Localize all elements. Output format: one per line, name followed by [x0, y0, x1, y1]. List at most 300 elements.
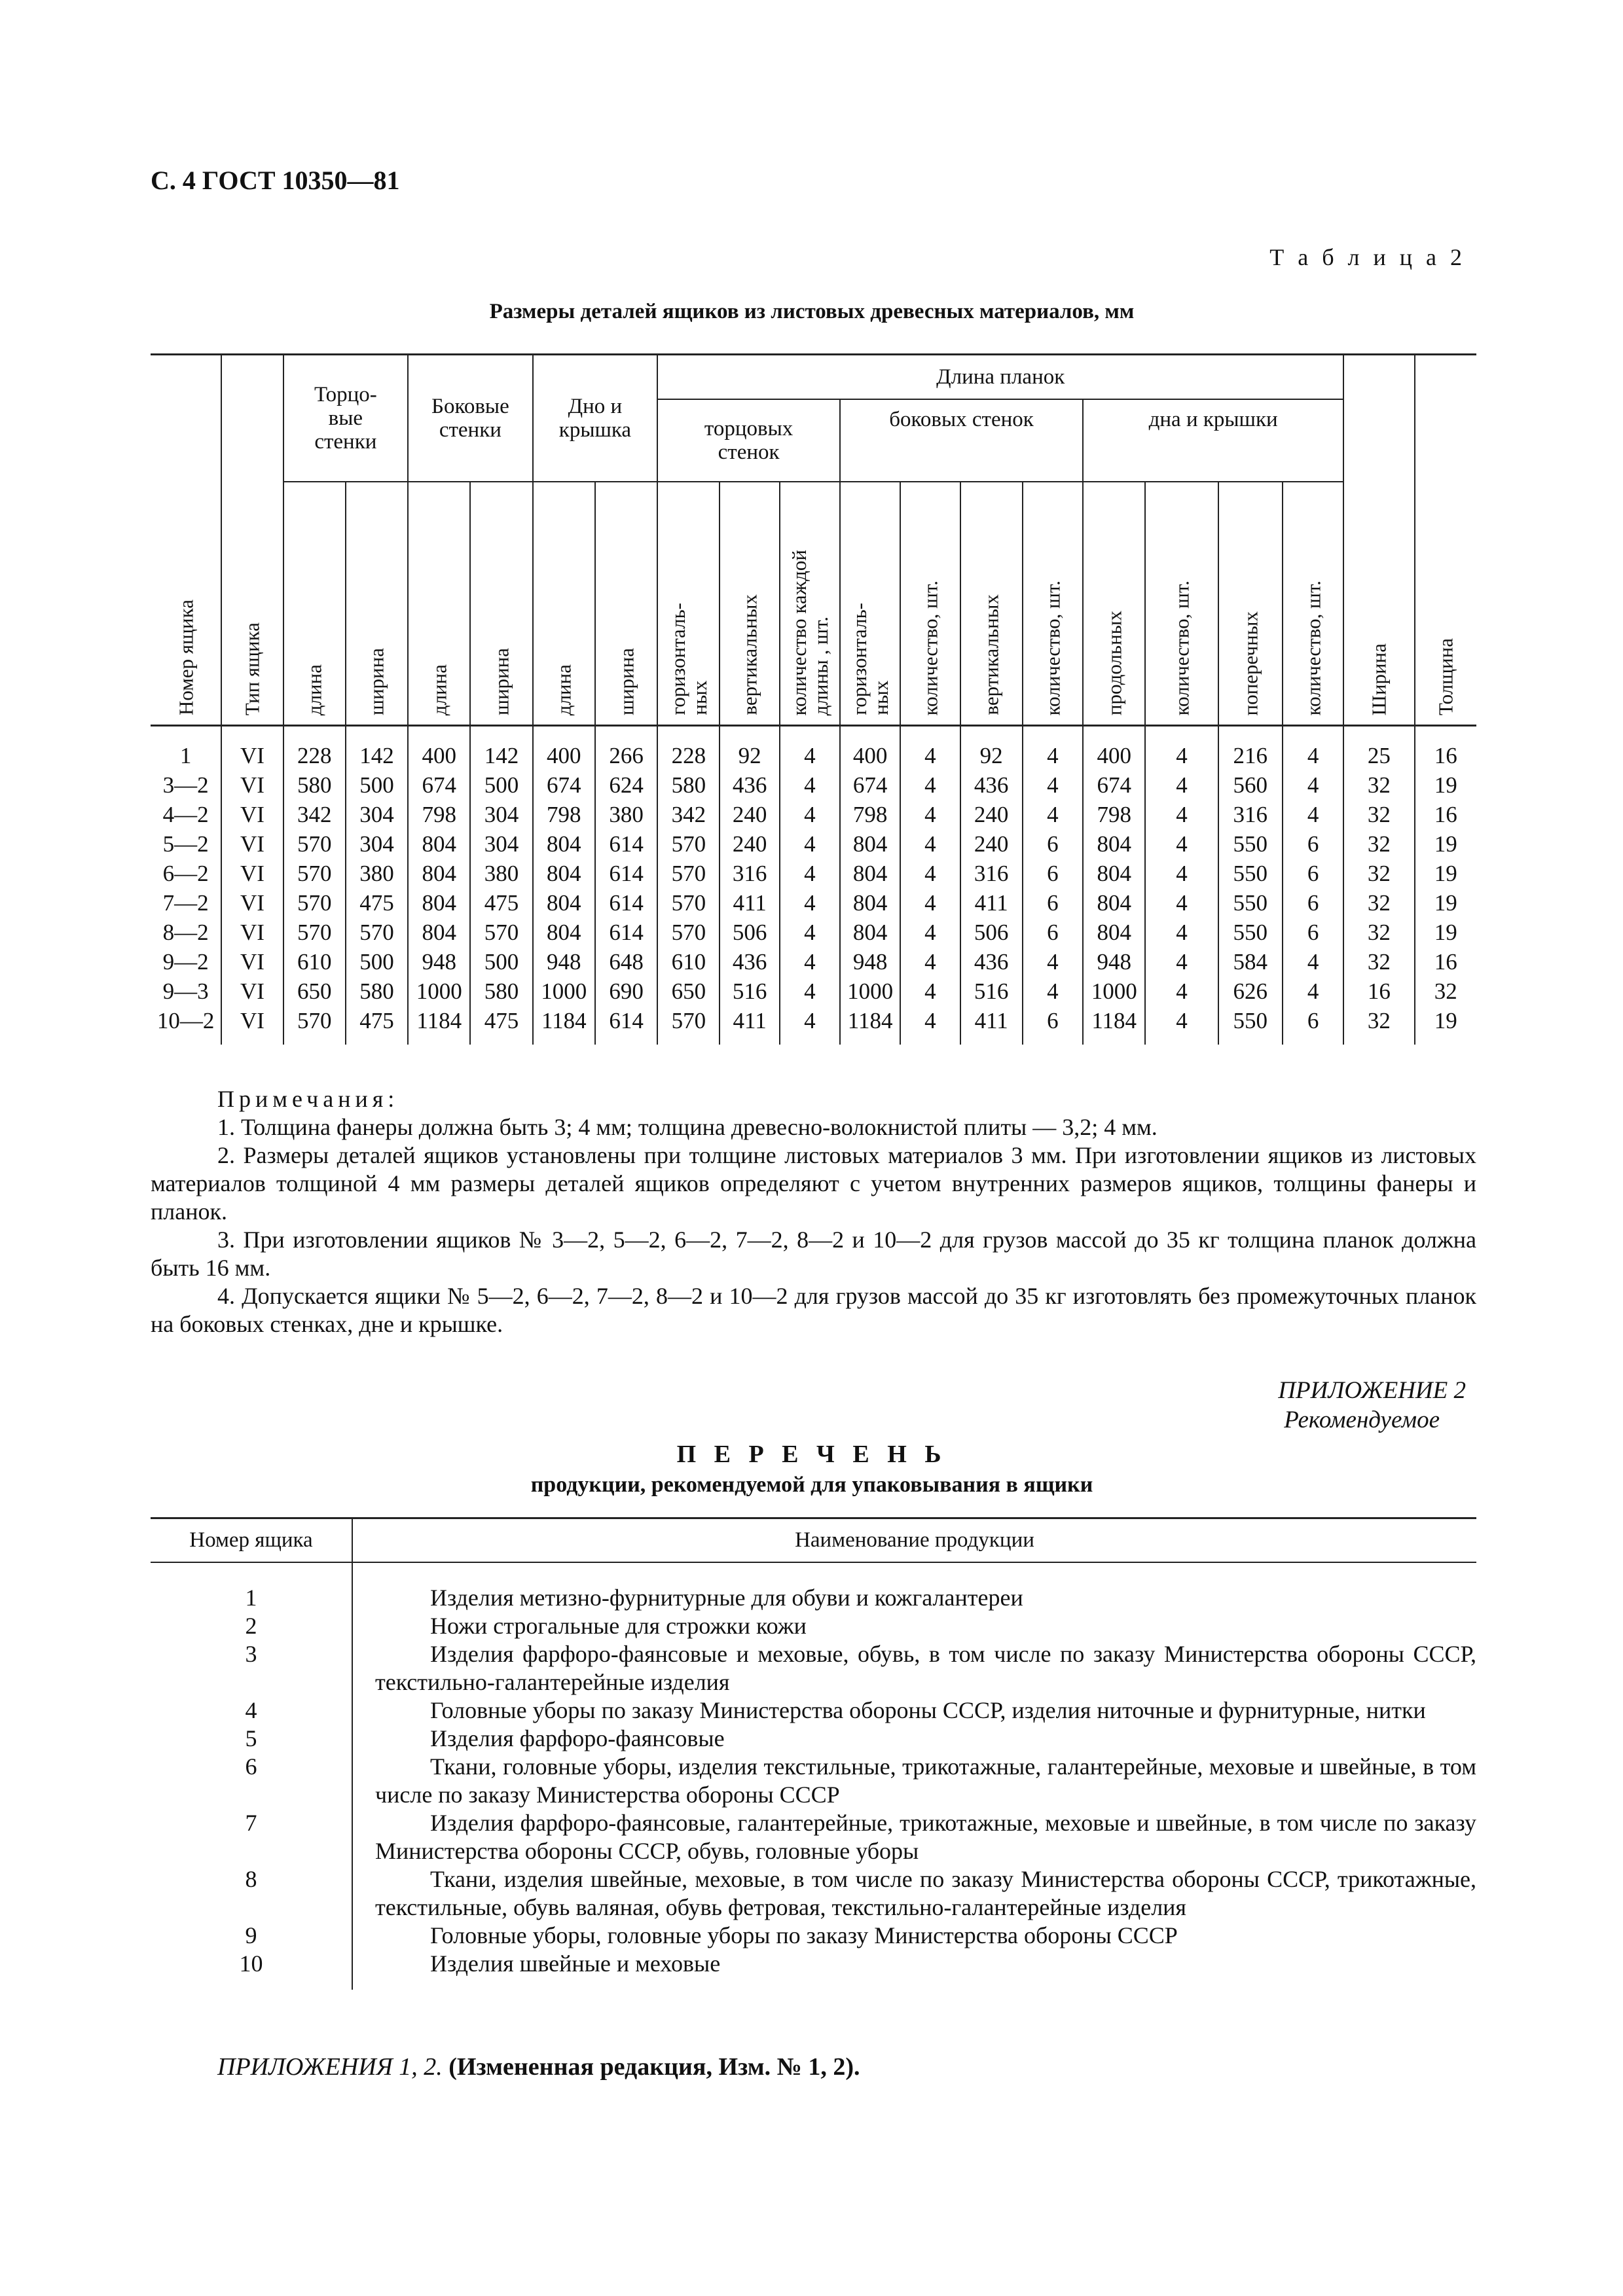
table-cell: 4 — [780, 770, 840, 800]
table-row — [151, 888, 1476, 918]
table-cell: 614 — [595, 829, 657, 859]
table-cell: 240 — [720, 829, 779, 859]
table-cell: 804 — [533, 829, 595, 859]
table-cell: 304 — [470, 800, 532, 829]
table-row — [151, 770, 1476, 800]
table-cell: 342 — [657, 800, 720, 829]
table-row — [151, 977, 1476, 1006]
header-end-wall-slats: торцовых стенок — [657, 399, 840, 482]
table-label: Т а б л и ц а 2 — [1269, 244, 1466, 270]
table-cell: 948 — [408, 947, 470, 977]
table-cell: 500 — [346, 770, 408, 800]
table-cell: 4 — [900, 947, 960, 977]
table-cell: 7—2 — [162, 890, 209, 916]
table-cell: 798 — [840, 800, 900, 829]
table-cell: 516 — [720, 977, 779, 1006]
table-cell: 614 — [595, 918, 657, 947]
table-cell: 610 — [657, 947, 720, 977]
header-box-number: Номер ящика — [151, 1518, 352, 1563]
table-cell: 570 — [283, 1006, 346, 1045]
header-length: длина — [533, 482, 595, 726]
table-cell: 4 — [780, 859, 840, 888]
header-horizontal: горизонталь- ных — [840, 482, 900, 726]
appendix-status: Рекомендуемое — [1284, 1407, 1440, 1433]
table-cell: 948 — [1083, 947, 1145, 977]
product-name-cell — [352, 1562, 1476, 1612]
table-cell: VI — [221, 947, 283, 977]
table-cell: 4 — [1023, 977, 1083, 1006]
table-cell: 614 — [595, 888, 657, 918]
table-cell: 570 — [657, 1006, 720, 1045]
product-name-cell — [352, 1950, 1476, 1990]
table-cell: 1000 — [840, 977, 900, 1006]
table-cell: 1000 — [408, 977, 470, 1006]
table-cell: 4 — [1145, 726, 1218, 771]
table-cell: VI — [221, 1006, 283, 1045]
table-cell: VI — [221, 726, 283, 771]
table-cell: 6 — [1283, 1006, 1343, 1045]
header-length: длина — [408, 482, 470, 726]
appendix-label-block — [1278, 1376, 1466, 1435]
table-cell: 550 — [1218, 1006, 1283, 1045]
table-cell: 304 — [470, 829, 532, 859]
table-cell: 4 — [1145, 829, 1218, 859]
header-thickness: Толщина — [1415, 355, 1476, 726]
table-cell: 560 — [1218, 770, 1283, 800]
table-body — [151, 726, 1476, 1045]
table-cell: 4 — [1283, 770, 1343, 800]
product-name: Ткани, изделия швейные, меховые, в том числе по заказу Министерства обороны СССР, трикотажные, текстильные, обувь валяная, обувь фетровая, текстильно-галантерейные изделия — [375, 1866, 1476, 1920]
product-name: Ткани, головные уборы, изделия текстильные, трикотажные, галантерейные, меховые и швейные, в том числе по заказу Министерства обороны СССР — [375, 1753, 1476, 1808]
product-name-cell — [352, 1922, 1476, 1950]
table-cell: 804 — [840, 918, 900, 947]
table-cell: 570 — [346, 918, 408, 947]
table-row — [151, 859, 1476, 888]
table-cell: 16 — [1415, 800, 1476, 829]
table-cell: 19 — [1415, 770, 1476, 800]
table-cell: 4 — [900, 918, 960, 947]
box-number: 3 — [245, 1641, 257, 1667]
table-cell: 4 — [780, 829, 840, 859]
table-cell: 1184 — [533, 1006, 595, 1045]
table-cell: 804 — [1083, 888, 1145, 918]
table-cell: 4 — [780, 800, 840, 829]
product-name: Изделия швейные и меховые — [430, 1950, 721, 1977]
table-cell: 228 — [283, 726, 346, 771]
header-longitudinal: продольных — [1083, 482, 1145, 726]
box-number: 5 — [245, 1725, 257, 1751]
table-cell: 475 — [346, 1006, 408, 1045]
table-cell: 570 — [657, 888, 720, 918]
header-side-walls: Боковые стенки — [408, 355, 533, 482]
appendix-title-block — [151, 1440, 1473, 1498]
list-item — [151, 1725, 1476, 1753]
note-item: 3. При изготовлении ящиков № 3—2, 5—2, 6—2, 7—2, 8—2 и 10—2 для грузов массой до 35 кг толщина планок должна быть 16 мм. — [151, 1227, 1476, 1281]
list-item — [151, 1696, 1476, 1725]
table-cell: 228 — [657, 726, 720, 771]
list-item — [151, 1612, 1476, 1640]
appendix-label: ПРИЛОЖЕНИЕ 2 — [1278, 1377, 1466, 1404]
table-cell: 16 — [1343, 977, 1414, 1006]
footer-bold: (Измененная редакция, Изм. № 1, 2). — [448, 2053, 860, 2081]
table-cell: 584 — [1218, 947, 1283, 977]
list-item — [151, 1950, 1476, 1990]
table-cell: 411 — [960, 1006, 1023, 1045]
table-cell: 570 — [657, 918, 720, 947]
product-name: Головные уборы, головные уборы по заказу Министерства обороны СССР — [430, 1922, 1178, 1948]
header-count-each: количество каждой длины , шт. — [780, 482, 840, 726]
box-number: 10 — [239, 1950, 263, 1977]
table-cell: 4 — [1145, 770, 1218, 800]
table-cell: 411 — [720, 1006, 779, 1045]
table-cell: 32 — [1343, 1006, 1414, 1045]
table-cell: 506 — [960, 918, 1023, 947]
table-cell: 1000 — [533, 977, 595, 1006]
table-cell: 804 — [533, 918, 595, 947]
table-cell: 6 — [1023, 859, 1083, 888]
header-product-name: Наименование продукции — [352, 1518, 1476, 1563]
table-cell: 798 — [408, 800, 470, 829]
table-cell: 9—3 — [162, 978, 209, 1004]
table-cell: 4 — [1145, 800, 1218, 829]
table-cell: 32 — [1343, 918, 1414, 947]
table-cell: 550 — [1218, 918, 1283, 947]
list-item — [151, 1640, 1476, 1696]
table-cell: 4—2 — [162, 802, 209, 827]
table-row — [151, 726, 1476, 771]
table-cell: 304 — [346, 800, 408, 829]
table-cell: 580 — [283, 770, 346, 800]
table-cell: 4 — [780, 1006, 840, 1045]
table-cell: 650 — [283, 977, 346, 1006]
table-cell: 570 — [283, 918, 346, 947]
table-cell: 6 — [1023, 918, 1083, 947]
table-cell: 316 — [960, 859, 1023, 888]
product-list-body — [151, 1562, 1476, 1990]
table-cell: 475 — [470, 888, 532, 918]
table-cell: 804 — [1083, 859, 1145, 888]
table-cell: 4 — [780, 726, 840, 771]
table-cell: 16 — [1415, 947, 1476, 977]
table-cell: 6 — [1023, 829, 1083, 859]
table-cell: 4 — [900, 888, 960, 918]
table-cell: VI — [221, 888, 283, 918]
table-cell: 19 — [1415, 829, 1476, 859]
box-dimensions-table — [151, 353, 1476, 1045]
table-cell: 674 — [840, 770, 900, 800]
table-cell: 4 — [1145, 888, 1218, 918]
table-cell: 4 — [1023, 800, 1083, 829]
table-cell: 436 — [720, 770, 779, 800]
table-cell: 400 — [533, 726, 595, 771]
product-name-cell — [352, 1753, 1476, 1809]
table-cell: 690 — [595, 977, 657, 1006]
table-cell: 400 — [408, 726, 470, 771]
list-item — [151, 1753, 1476, 1809]
table-cell: 570 — [283, 859, 346, 888]
table-row — [151, 829, 1476, 859]
table-cell: 400 — [840, 726, 900, 771]
table-cell: 6 — [1283, 918, 1343, 947]
header-horizontal: горизонталь- ных — [657, 482, 720, 726]
table-cell: 4 — [900, 770, 960, 800]
table-cell: 500 — [470, 770, 532, 800]
table-cell: 674 — [408, 770, 470, 800]
table-cell: 316 — [720, 859, 779, 888]
table-cell: 19 — [1415, 859, 1476, 888]
table-cell: VI — [221, 829, 283, 859]
table-cell: 16 — [1415, 726, 1476, 771]
notes-title: Примечания: — [217, 1086, 399, 1112]
table-cell: 19 — [1415, 1006, 1476, 1045]
header-width-sub: ширина — [346, 482, 408, 726]
table-cell: 550 — [1218, 829, 1283, 859]
table-cell: 674 — [1083, 770, 1145, 800]
note-item: 4. Допускается ящики № 5—2, 6—2, 7—2, 8—2 и 10—2 для грузов массой до 35 кг изготовлять без промежуточных планок на боковых стенках, дне и крышке. — [151, 1283, 1476, 1337]
table-cell: 570 — [657, 829, 720, 859]
table-cell: 32 — [1343, 947, 1414, 977]
table-cell: 6 — [1283, 829, 1343, 859]
table-cell: 240 — [720, 800, 779, 829]
table-cell: 32 — [1343, 800, 1414, 829]
table-cell: 8—2 — [162, 920, 209, 945]
note-item: 2. Размеры деталей ящиков установлены при толщине листовых материалов 3 мм. При изготовлении ящиков из листовых материалов толщиной 4 мм размеры деталей ящиков определяют с учетом внутренних размеров ящиков, толщины фанеры и планок. — [151, 1142, 1476, 1225]
table-cell: 142 — [346, 726, 408, 771]
product-name: Головные уборы по заказу Министерства обороны СССР, изделия ниточные и фурнитурные, нитки — [430, 1697, 1426, 1723]
table-cell: 25 — [1343, 726, 1414, 771]
table-cell: 380 — [346, 859, 408, 888]
table-cell: 436 — [960, 947, 1023, 977]
product-name: Ножи строгальные для строжки кожи — [430, 1613, 807, 1639]
table-cell: 626 — [1218, 977, 1283, 1006]
product-name-cell — [352, 1865, 1476, 1922]
table-cell: VI — [221, 770, 283, 800]
table-cell: 610 — [283, 947, 346, 977]
table-cell: 32 — [1343, 829, 1414, 859]
table-cell: 436 — [960, 770, 1023, 800]
box-number: 6 — [245, 1753, 257, 1780]
table-cell: 624 — [595, 770, 657, 800]
header-count: количество, шт. — [1023, 482, 1083, 726]
header-transverse: поперечных — [1218, 482, 1283, 726]
notes — [151, 1085, 1476, 1338]
product-name-cell — [352, 1640, 1476, 1696]
table-cell: 648 — [595, 947, 657, 977]
table-cell: 506 — [720, 918, 779, 947]
table-cell: 570 — [470, 918, 532, 947]
product-name-cell — [352, 1612, 1476, 1640]
table-cell: 4 — [780, 888, 840, 918]
product-list-table — [151, 1517, 1476, 1990]
box-number: 2 — [245, 1613, 257, 1639]
page-header: С. 4 ГОСТ 10350—81 — [151, 166, 400, 195]
product-name: Изделия фарфоро-фаянсовые и меховые, обувь, в том числе по заказу Министерства обороны СССР, текстильно-галантерейные изделия — [375, 1641, 1476, 1695]
table-cell: 4 — [900, 977, 960, 1006]
table-cell: 798 — [1083, 800, 1145, 829]
table-cell: 4 — [900, 1006, 960, 1045]
table-cell: 4 — [900, 800, 960, 829]
table-cell: 4 — [780, 947, 840, 977]
box-number: 7 — [245, 1810, 257, 1836]
table-cell: 1 — [179, 743, 192, 768]
table-cell: 4 — [900, 726, 960, 771]
list-item — [151, 1809, 1476, 1865]
table-cell: 948 — [533, 947, 595, 977]
table-cell: 304 — [346, 829, 408, 859]
table-cell: 436 — [720, 947, 779, 977]
table-cell: 4 — [1283, 947, 1343, 977]
table-cell: 500 — [470, 947, 532, 977]
box-number: 8 — [245, 1866, 257, 1892]
header-bottom-lid-slats: дна и крышки — [1083, 399, 1343, 482]
table-cell: 804 — [408, 859, 470, 888]
table-cell: 804 — [408, 918, 470, 947]
table-cell: 1184 — [1083, 1006, 1145, 1045]
table-cell: 570 — [657, 859, 720, 888]
table-cell: 5—2 — [162, 831, 209, 857]
list-item — [151, 1562, 1476, 1612]
header-slat-length: Длина планок — [657, 355, 1343, 400]
table-cell: 4 — [1145, 947, 1218, 977]
table-cell: 142 — [470, 726, 532, 771]
table-cell: 4 — [1145, 977, 1218, 1006]
box-number: 9 — [245, 1922, 257, 1948]
header-bottom-lid: Дно и крышка — [533, 355, 658, 482]
table-cell: 6 — [1023, 888, 1083, 918]
table-cell: 32 — [1343, 859, 1414, 888]
header-length: длина — [283, 482, 346, 726]
table-cell: 580 — [346, 977, 408, 1006]
header-side-wall-slats: боковых стенок — [840, 399, 1083, 482]
table-cell: 4 — [1145, 1006, 1218, 1045]
table-cell: 266 — [595, 726, 657, 771]
table-cell: 804 — [1083, 918, 1145, 947]
box-number: 1 — [245, 1585, 257, 1611]
table-cell: 798 — [533, 800, 595, 829]
table-cell: 4 — [900, 859, 960, 888]
note-item: 1. Толщина фанеры должна быть 3; 4 мм; толщина древесно-волокнистой плиты — 3,2; 4 мм. — [217, 1114, 1158, 1140]
header-count: количество, шт. — [1283, 482, 1343, 726]
table-cell: 32 — [1415, 977, 1476, 1006]
table-cell: 4 — [780, 918, 840, 947]
table-row — [151, 1006, 1476, 1045]
appendix-title: П Е Р Е Ч Е Н Ь — [676, 1441, 947, 1468]
header-width: Ширина — [1343, 355, 1414, 726]
table-cell: 804 — [840, 859, 900, 888]
product-name-cell — [352, 1809, 1476, 1865]
table-cell: 550 — [1218, 859, 1283, 888]
table-cell: 500 — [346, 947, 408, 977]
header-vertical: вертикальных — [960, 482, 1023, 726]
table-cell: 804 — [408, 829, 470, 859]
table-cell: 580 — [470, 977, 532, 1006]
table-cell: 948 — [840, 947, 900, 977]
table-cell: 342 — [283, 800, 346, 829]
table-cell: 516 — [960, 977, 1023, 1006]
table-row — [151, 947, 1476, 977]
header-count: количество, шт. — [900, 482, 960, 726]
table-cell: 19 — [1415, 918, 1476, 947]
list-item — [151, 1922, 1476, 1950]
table-cell: 92 — [960, 726, 1023, 771]
table-cell: 9—2 — [162, 949, 209, 975]
table-cell: 411 — [720, 888, 779, 918]
table-cell: 804 — [1083, 829, 1145, 859]
table-cell: 316 — [1218, 800, 1283, 829]
table-cell: 475 — [346, 888, 408, 918]
table-cell: 216 — [1218, 726, 1283, 771]
table-cell: 1184 — [408, 1006, 470, 1045]
table-cell: 580 — [657, 770, 720, 800]
table-cell: 475 — [470, 1006, 532, 1045]
header-width-sub: ширина — [470, 482, 532, 726]
table-cell: 4 — [1283, 977, 1343, 1006]
product-name-cell — [352, 1696, 1476, 1725]
table-cell: 19 — [1415, 888, 1476, 918]
table-cell: 411 — [960, 888, 1023, 918]
table-cell: 4 — [1283, 800, 1343, 829]
table-row — [151, 800, 1476, 829]
table-cell: 650 — [657, 977, 720, 1006]
table-cell: 614 — [595, 1006, 657, 1045]
table-cell: 240 — [960, 800, 1023, 829]
table-cell: 4 — [1023, 947, 1083, 977]
table-title: Размеры деталей ящиков из листовых древесных материалов, мм — [489, 300, 1135, 323]
table-cell: 4 — [1023, 726, 1083, 771]
list-item — [151, 1865, 1476, 1922]
table-cell: 4 — [1283, 726, 1343, 771]
footer-note — [217, 2053, 860, 2081]
table-cell: 804 — [840, 829, 900, 859]
table-cell: 380 — [595, 800, 657, 829]
table-cell: 804 — [533, 888, 595, 918]
table-cell: 4 — [780, 977, 840, 1006]
product-name: Изделия метизно-фурнитурные для обуви и кожгалантереи — [430, 1585, 1023, 1611]
product-name-cell — [352, 1725, 1476, 1753]
table-cell: 240 — [960, 829, 1023, 859]
table-cell: 10—2 — [156, 1008, 215, 1033]
table-cell: 380 — [470, 859, 532, 888]
header-box-type: Тип ящика — [221, 355, 283, 726]
table-cell: 804 — [533, 859, 595, 888]
table-cell: 804 — [840, 888, 900, 918]
table-cell: VI — [221, 918, 283, 947]
table-cell: 570 — [283, 829, 346, 859]
table-cell: 400 — [1083, 726, 1145, 771]
table-cell: 6 — [1283, 859, 1343, 888]
header-end-walls: Торцо- вые стенки — [283, 355, 409, 482]
table-row — [151, 918, 1476, 947]
product-name: Изделия фарфоро-фаянсовые — [430, 1725, 725, 1751]
header-vertical: вертикальных — [720, 482, 779, 726]
table-cell: 550 — [1218, 888, 1283, 918]
table-cell: 3—2 — [162, 772, 209, 798]
table-cell: VI — [221, 977, 283, 1006]
table-cell: 92 — [720, 726, 779, 771]
table-cell: 32 — [1343, 888, 1414, 918]
header-width-sub: ширина — [595, 482, 657, 726]
footer-italic: ПРИЛОЖЕНИЯ 1, 2. — [217, 2053, 443, 2081]
table-cell: 32 — [1343, 770, 1414, 800]
table-cell: VI — [221, 800, 283, 829]
table-cell: 4 — [1145, 918, 1218, 947]
table-cell: 6 — [1023, 1006, 1083, 1045]
header-count: количество, шт. — [1145, 482, 1218, 726]
table-cell: 1000 — [1083, 977, 1145, 1006]
table-cell: 674 — [533, 770, 595, 800]
table-cell: 804 — [408, 888, 470, 918]
table-cell: 6 — [1283, 888, 1343, 918]
